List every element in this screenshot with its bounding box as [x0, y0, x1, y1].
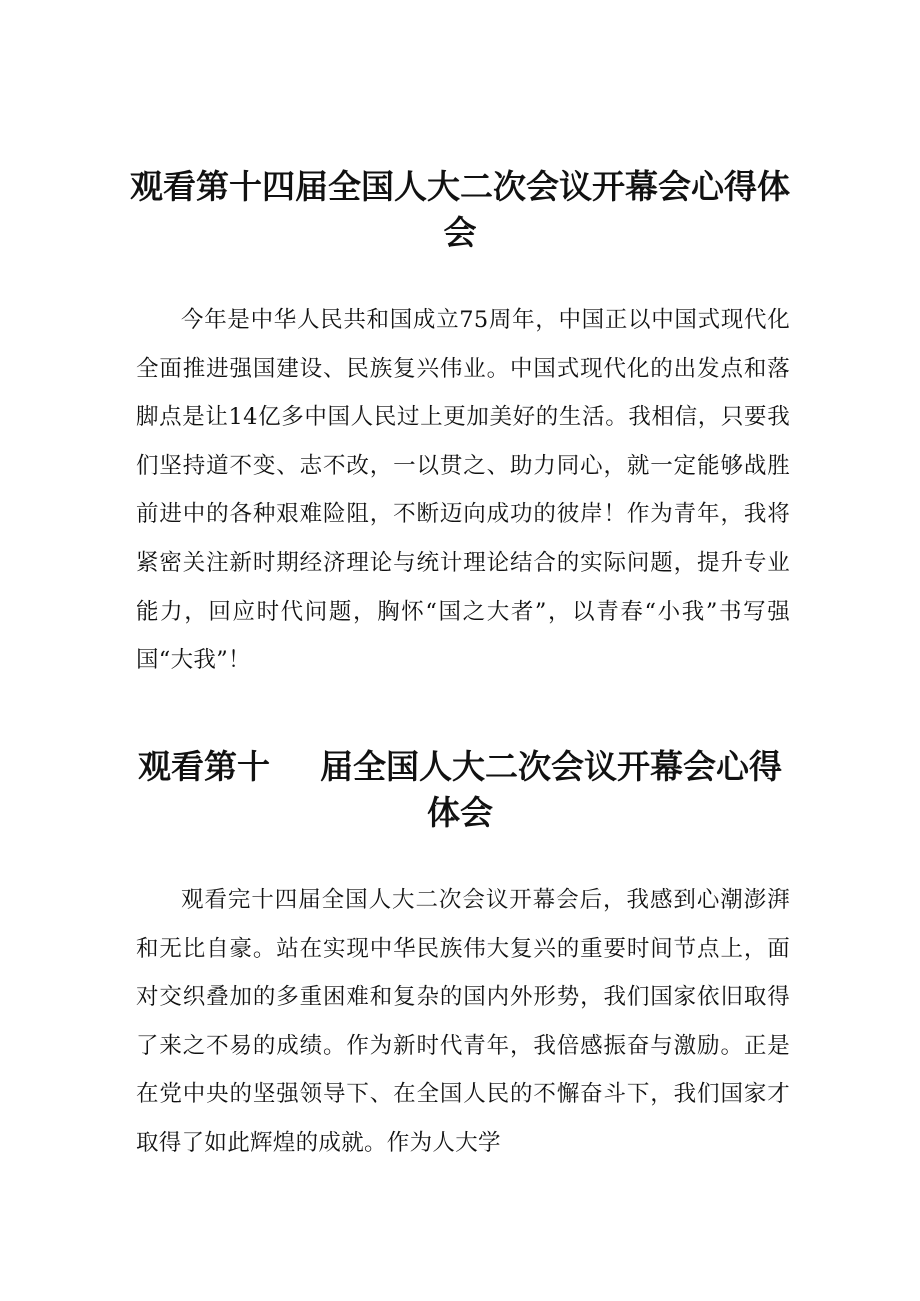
section1-body: 今年是中华人民共和国成立75周年，中国正以中国式现代化全面推进强国建设、民族复兴伟业。中国式现代化的出发点和落脚点是让14亿多中国人民过上更加美好的生活。我相信，只要我们坚持道不变、志不改，一以贯之、助力同心，就一定能够战胜前进中的各种艰难险阻，不断迈向成功的彼岸！作为青年，我将紧密关注新时期经济理论与统计理论结合的实际问题，提升专业能力，回应时代问题，胸怀“国之大者”，以青春“小我”书写强国“大我”！: [136, 307, 790, 674]
section2-title-part1: 观看第十: [138, 747, 270, 786]
section2-title: [130, 744, 790, 836]
section2-body: 观看完十四届全国人大二次会议开幕会后，我感到心潮澎湃和无比自豪。站在实现中华民族伟大复兴的重要时间节点上，面对交织叠加的多重困难和复杂的国内外形势，我们国家依旧取得了来之不易的成绩。作为新时代青年，我倍感振奋与激励。正是在党中央的坚强领导下、在全国人民的不懈奋斗下，我们国家才取得了如此辉煌的成就。作为人大学: [136, 887, 790, 1156]
section1-title: 观看第十四届全国人大二次会议开幕会心得体会: [130, 167, 790, 252]
section2-title-part2: 届全国人大二次会议开幕会心得体会: [320, 747, 782, 832]
